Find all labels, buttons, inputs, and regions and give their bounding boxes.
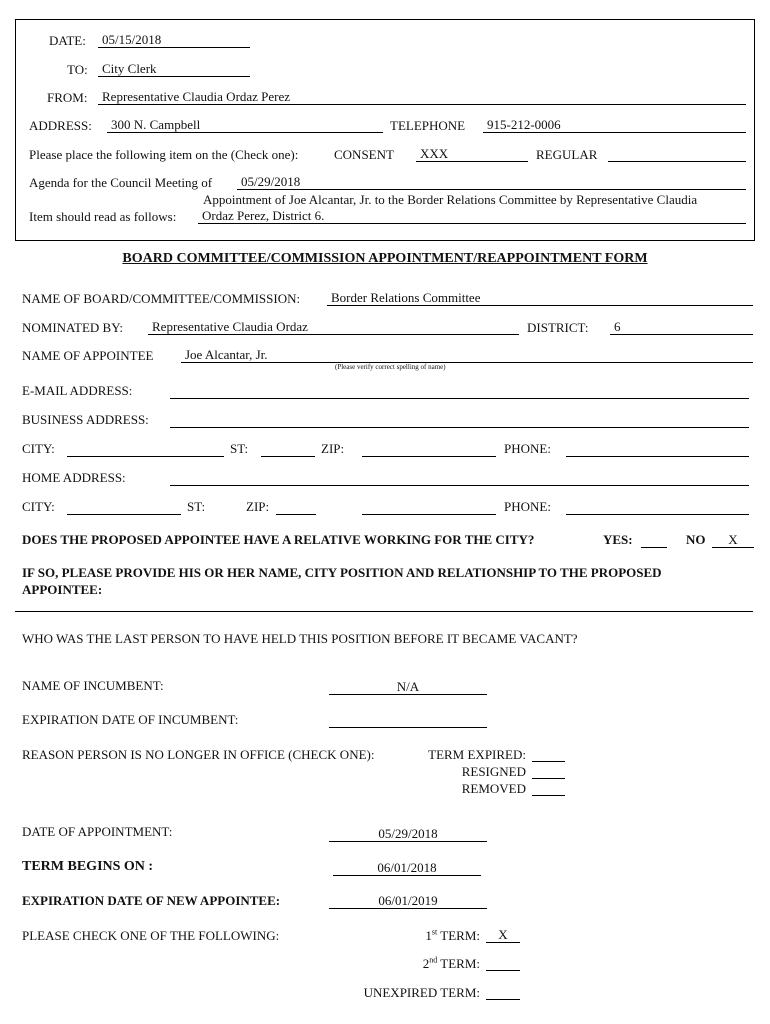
business-address-label: BUSINESS ADDRESS: [22, 412, 149, 427]
if-so-line2: APPOINTEE: [22, 582, 103, 597]
to-label: TO: [67, 62, 88, 77]
board-field[interactable]: Border Relations Committee [327, 290, 753, 306]
business-city-label: CITY: [22, 441, 55, 456]
from-label: FROM: [47, 90, 88, 105]
business-city-field[interactable] [67, 441, 224, 457]
item-label: Item should read as follows: [29, 209, 177, 224]
nominated-label: NOMINATED BY: [22, 320, 123, 335]
business-address-field[interactable] [170, 412, 749, 428]
home-phone-label: PHONE: [504, 499, 551, 514]
incumbent-expiration-label: EXPIRATION DATE OF INCUMBENT: [22, 712, 239, 727]
if-so-line1: IF SO, PLEASE PROVIDE HIS OR HER NAME, CITY POSITION AND RELATIONSHIP TO THE PROPOSED [22, 565, 662, 580]
incumbent-name-label: NAME OF INCUMBENT: [22, 678, 164, 693]
new-expiration-field[interactable]: 06/01/2019 [329, 893, 487, 909]
relative-no-label: NO [686, 532, 706, 547]
regular-label: REGULAR [536, 147, 598, 162]
telephone-label: TELEPHONE [390, 118, 466, 133]
home-st-label: ST: [187, 499, 206, 514]
item-text-line2[interactable]: Ordaz Perez, District 6. [198, 208, 746, 224]
appointment-date-label: DATE OF APPOINTMENT: [22, 824, 173, 839]
resigned-label: RESIGNED [461, 764, 526, 779]
unexpired-term-field[interactable] [486, 984, 520, 1000]
email-label: E-MAIL ADDRESS: [22, 383, 133, 398]
home-address-label: HOME ADDRESS: [22, 470, 126, 485]
home-city-field[interactable] [67, 499, 181, 515]
term-expired-label: TERM EXPIRED: [428, 747, 526, 762]
check-following-label: PLEASE CHECK ONE OF THE FOLLOWING: [22, 928, 280, 943]
home-city-label: CITY: [22, 499, 55, 514]
home-zip-label: ZIP: [246, 499, 270, 514]
term-begins-label: TERM BEGINS ON : [22, 859, 154, 874]
agenda-label: Agenda for the Council Meeting of [29, 175, 213, 190]
relative-question: DOES THE PROPOSED APPOINTEE HAVE A RELATIVE WORKING FOR THE CITY? [22, 532, 535, 547]
form-title: BOARD COMMITTEE/COMMISSION APPOINTMENT/REAPPOINTMENT FORM [122, 251, 648, 266]
new-expiration-label: EXPIRATION DATE OF NEW APPOINTEE: [22, 893, 281, 908]
business-zip-field[interactable] [362, 441, 496, 457]
unexpired-term-label: UNEXPIRED TERM: [363, 985, 480, 1000]
telephone-field[interactable]: 915-212-0006 [483, 117, 746, 133]
from-field[interactable]: Representative Claudia Ordaz Perez [98, 89, 746, 105]
first-term-label: 1st TERM: [425, 927, 480, 943]
home-zip-extra-field[interactable] [362, 499, 496, 515]
appointee-label: NAME OF APPOINTEE [22, 348, 154, 363]
regular-field[interactable] [608, 146, 746, 162]
check-one-label: Please place the following item on the (Check one): [29, 147, 299, 162]
appointee-field[interactable]: Joe Alcantar, Jr. [181, 347, 753, 363]
home-address-field[interactable] [170, 470, 749, 486]
divider [15, 611, 753, 612]
relative-no-field[interactable]: X [712, 532, 754, 548]
incumbent-expiration-field[interactable] [329, 712, 487, 728]
incumbent-question: WHO WAS THE LAST PERSON TO HAVE HELD THIS POSITION BEFORE IT BECAME VACANT? [22, 631, 578, 646]
removed-field[interactable] [532, 780, 565, 796]
address-label: ADDRESS: [29, 118, 92, 133]
item-text-line1: Appointment of Joe Alcantar, Jr. to the Border Relations Committee by Representative Claudia [203, 192, 698, 207]
district-field[interactable]: 6 [610, 319, 753, 335]
removed-label: REMOVED [461, 781, 526, 796]
first-term-field[interactable]: X [486, 927, 520, 943]
business-phone-label: PHONE: [504, 441, 551, 456]
reason-label: REASON PERSON IS NO LONGER IN OFFICE (CHECK ONE): [22, 747, 375, 762]
home-zip-field[interactable] [276, 499, 316, 515]
second-term-label: 2nd TERM: [422, 955, 480, 971]
second-term-field[interactable] [486, 955, 520, 971]
consent-label: CONSENT [334, 147, 394, 162]
board-label: NAME OF BOARD/COMMITTEE/COMMISSION: [22, 291, 301, 306]
email-field[interactable] [170, 383, 749, 399]
agenda-date-field[interactable]: 05/29/2018 [237, 174, 746, 190]
address-field[interactable]: 300 N. Campbell [107, 117, 383, 133]
term-expired-field[interactable] [532, 746, 565, 762]
verify-note: (Please verify correct spelling of name) [335, 363, 446, 371]
date-field[interactable]: 05/15/2018 [98, 32, 250, 48]
home-phone-field[interactable] [566, 499, 749, 515]
nominated-field[interactable]: Representative Claudia Ordaz [148, 319, 519, 335]
term-begins-field[interactable]: 06/01/2018 [333, 860, 481, 876]
appointment-date-field[interactable]: 05/29/2018 [329, 826, 487, 842]
date-label: DATE: [49, 33, 86, 48]
business-st-label: ST: [230, 441, 249, 456]
business-phone-field[interactable] [566, 441, 749, 457]
resigned-field[interactable] [532, 763, 565, 779]
business-st-field[interactable] [261, 441, 315, 457]
district-label: DISTRICT: [527, 320, 589, 335]
to-field[interactable]: City Clerk [98, 61, 250, 77]
consent-field[interactable]: XXX [416, 146, 528, 162]
relative-yes-field[interactable] [641, 532, 667, 548]
business-zip-label: ZIP: [321, 441, 345, 456]
incumbent-name-field[interactable]: N/A [329, 679, 487, 695]
relative-yes-label: YES: [603, 532, 633, 547]
